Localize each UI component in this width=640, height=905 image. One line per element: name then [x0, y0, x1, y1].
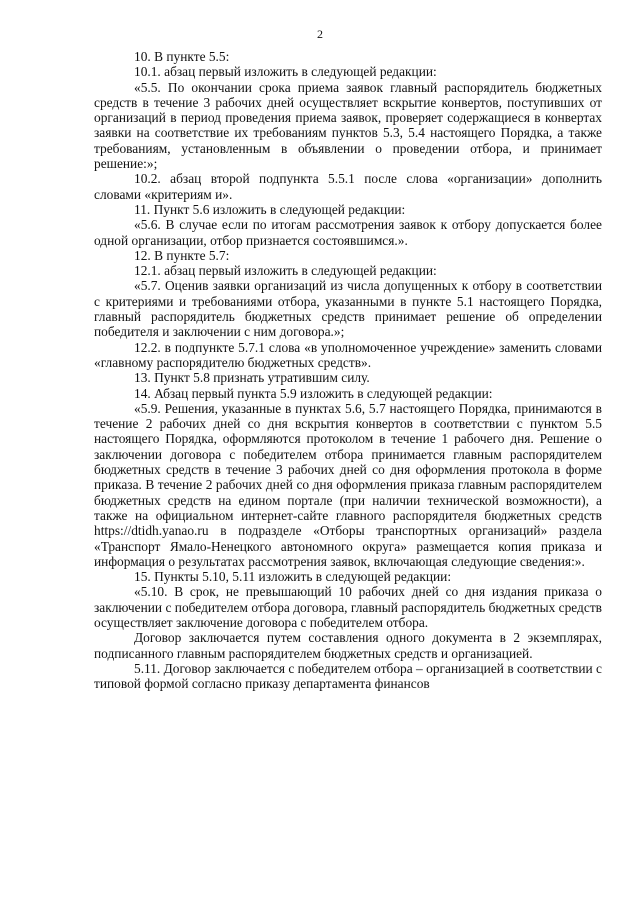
paragraph: 15. Пункты 5.10, 5.11 изложить в следующей редакции:	[134, 569, 452, 585]
paragraph: 10. В пункте 5.5:	[134, 49, 230, 64]
paragraph: «5.10. В срок, не превышающий 10 рабочих дней со дня издания приказа о заключении с победителем отбора договора, главный распорядитель бюджетных средств осуществляет заключение договора с победителем отбора.	[94, 584, 602, 630]
paragraph: «5.9. Решения, указанные в пунктах 5.6, 5.7 настоящего Порядка, принимаются в течение 2 рабочих дней со дня вскрытия конвертов в соответствии с пунктом 5.5 настоящего Порядка, оформляются протоколом в течение 1 рабочего дня. Решение о заключении договора с победителем отбора принимается главным распорядителем бюджетных средств в течение 3 рабочих дней со дня оформления протокола в форме приказа. В течение 2 рабочих дней со дня оформления приказа главным распорядителем бюджетных средств на едином портале (при наличии технической возможности), а также на официальном интернет-сайте главного распорядителя бюджетных средств https://dtidh.yanao.ru в подразделе «Отборы транспортных организаций» раздела «Транспорт Ямало-Ненецкого автономного округа» размещается копия приказа и информация о результатах рассмотрения заявок, включающая следующие сведения:».	[94, 400, 602, 569]
paragraph: 10.1. абзац первый изложить в следующей редакции:	[134, 64, 437, 80]
paragraph: 5.11. Договор заключается с победителем отбора – организацией в соответствии с типовой формой согласно приказу департамента финансов	[94, 660, 602, 692]
paragraph: 11. Пункт 5.6 изложить в следующей редакции:	[134, 201, 406, 217]
document-body	[94, 49, 602, 691]
paragraph: «5.7. Оценив заявки организаций из числа допущенных к отбору в соответствии с критериями и требованиями отбора, указанными в пункте 5.1 настоящего Порядка, главный распорядитель бюджетных средств принимает решение об определении победителя и заключении с ним договора.»;	[94, 278, 602, 340]
paragraph: 12.2. в подпункте 5.7.1 слова «в уполномоченное учреждение» заменить словами «главному распорядителю бюджетных средств».	[94, 339, 602, 370]
paragraph: 12. В пункте 5.7:	[134, 247, 230, 263]
paragraph: 14. Абзац первый пункта 5.9 изложить в следующей редакции:	[134, 385, 493, 401]
page-number: 2	[317, 27, 323, 41]
paragraph: «5.6. В случае если по итогам рассмотрения заявок к отбору допускается более одной организации, отбор признается состоявшимся.».	[94, 217, 602, 248]
paragraph: 12.1. абзац первый изложить в следующей редакции:	[134, 263, 437, 279]
paragraph: 10.2. абзац второй подпункта 5.5.1 после слова «организации» дополнить словами «критериям и».	[94, 171, 602, 202]
paragraph: 13. Пункт 5.8 признать утратившим силу.	[134, 370, 370, 386]
paragraph: Договор заключается путем составления одного документа в 2 экземплярах, подписанного главным распорядителем бюджетных средств и организацией.	[94, 630, 602, 661]
paragraph: «5.5. По окончании срока приема заявок главный распорядитель бюджетных средств в течение 3 рабочих дней осуществляет вскрытие конвертов, поступивших от организаций в период проведения приема заявок, проверяет содержащиеся в конвертах заявки на соответствие их требованиям пунктов 5.3, 5.4 настоящего Порядка, а также требованиям, установленным в объявлении о проведении отбора, и принимает решение:»;	[94, 79, 602, 172]
